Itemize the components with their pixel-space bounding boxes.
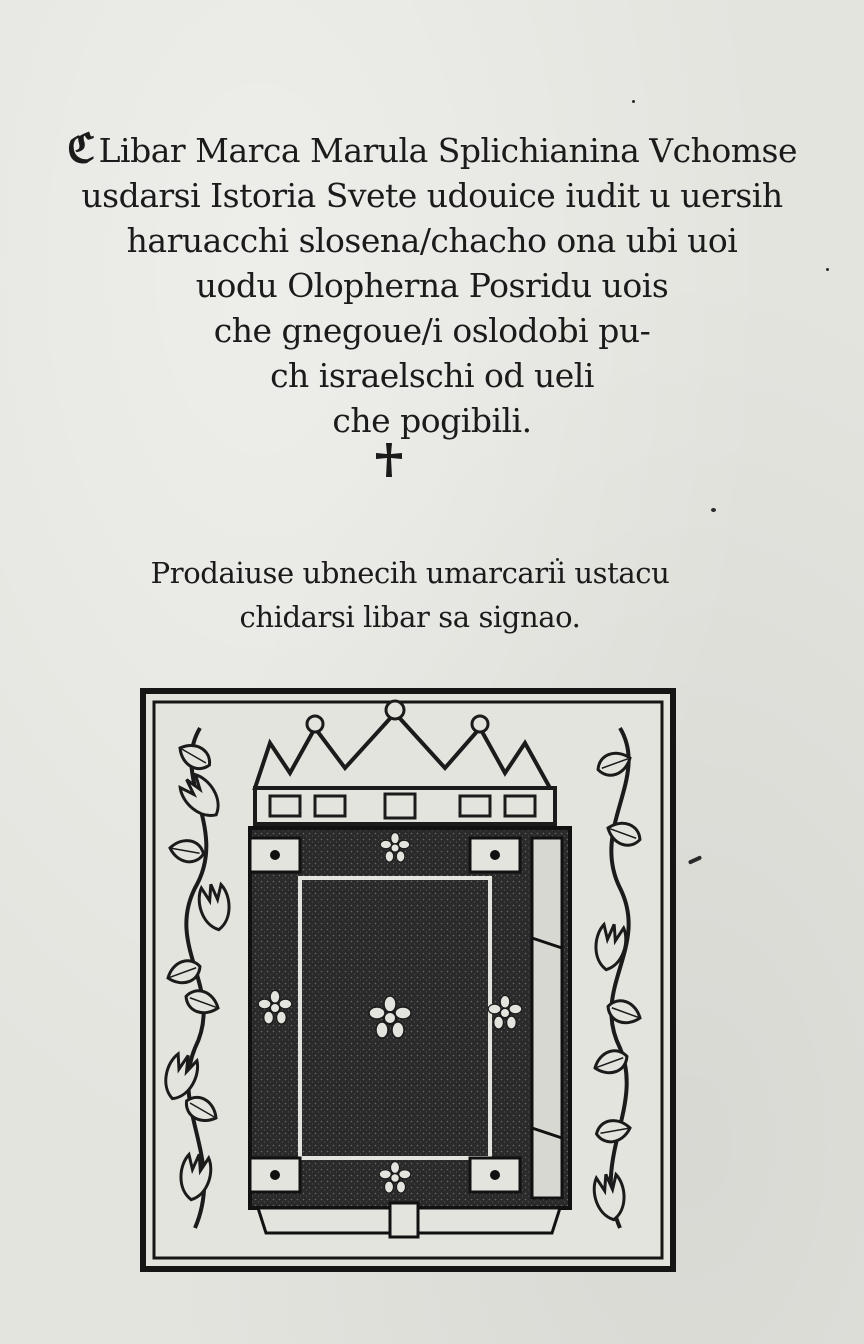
title-line: che pogibili. [332,401,532,440]
imprint-block [60,551,760,639]
title-line: uodu Olopherna Posridu uois [195,266,669,305]
title-line: haruacchi slosena/chacho ona ubi uoi [126,221,738,260]
title-block [40,126,824,443]
woodcut-book-crown-icon [140,688,676,1272]
title-line: ℭ Libar Marca Marula Splichianina Vchomse [67,125,797,172]
imprint-line: Prodaiuse ubnecih umarcarii ustacu [150,556,670,590]
ink-speck [688,855,702,865]
cross-icon [369,440,409,480]
imprint-line: chidarsi libar sa signao. [239,600,581,634]
title-line: ch israelschi od ueli [270,356,594,395]
ink-speck [826,268,829,271]
ink-speck [632,100,635,103]
pilcrow-icon: ℭ [67,125,95,172]
title-line: che gnegoue/i oslodobi pu- [213,311,651,350]
title-line: usdarsi Istoria Svete udouice iudit u uersih [81,176,783,215]
ink-speck [711,508,716,512]
